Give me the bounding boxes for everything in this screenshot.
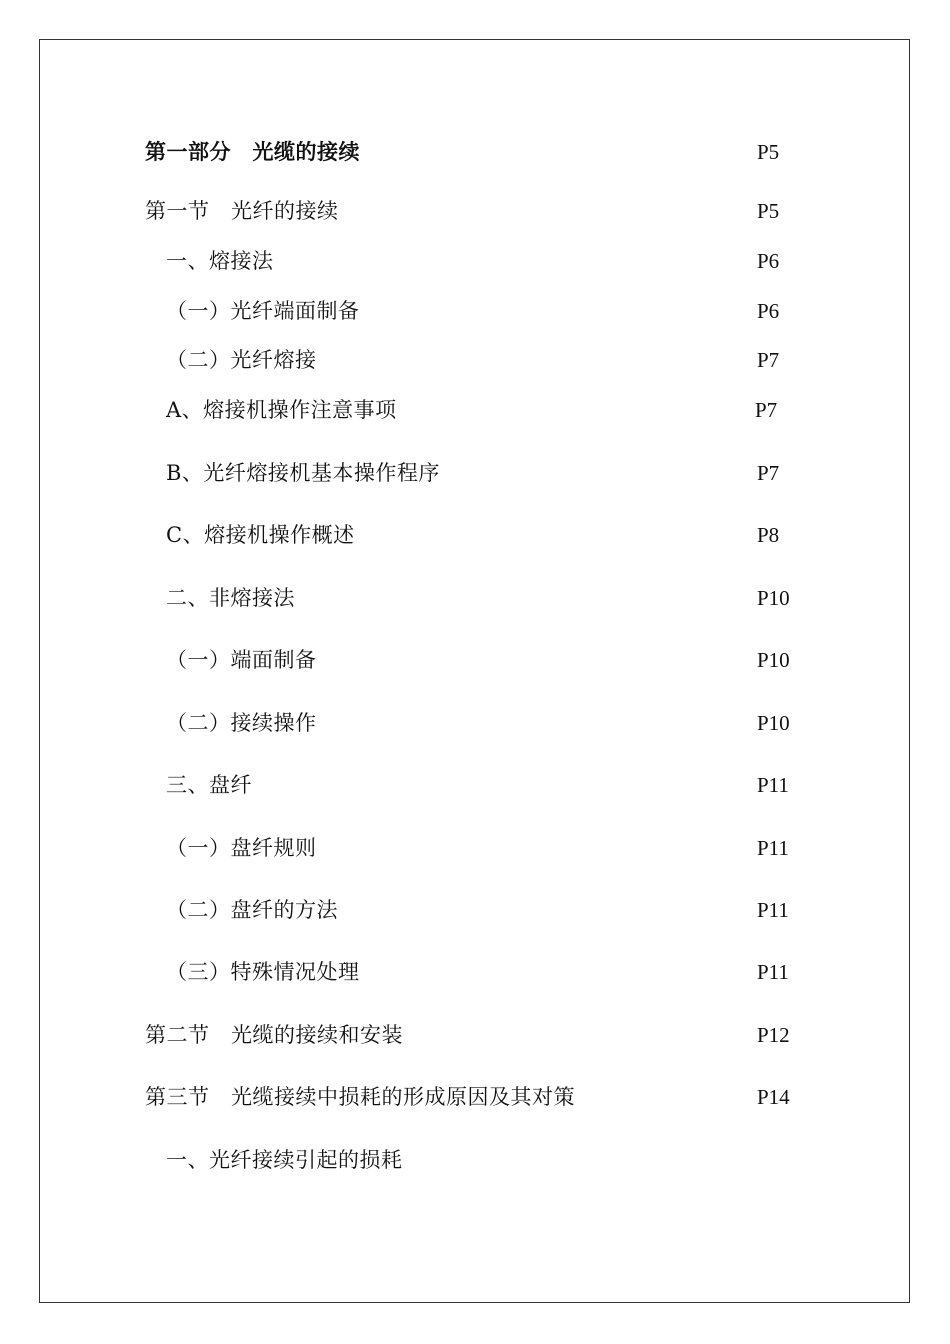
toc-entry-page: P7 [755,398,778,422]
toc-entry-page: P10 [757,711,790,735]
toc-entry-page: P7 [757,461,780,485]
toc-entry [0,196,950,226]
toc-entry-title: （三）特殊情况处理 [166,960,360,984]
toc-entry [0,296,950,326]
toc-entry-title: （二）光纤熔接 [166,348,317,372]
toc-entry [0,957,950,987]
toc-entry [0,583,950,613]
toc-entry-title: C、熔接机操作概述 [166,523,355,547]
toc-entry-title: 二、非熔接法 [166,586,295,610]
toc-entry-page: P6 [757,299,780,323]
toc-entry-title: 三、盘纤 [166,773,252,797]
toc-entry-page: P11 [757,773,789,797]
toc-entry-title: 第一节 光纤的接续 [145,199,339,223]
toc-entry-title: （一）端面制备 [166,648,317,672]
toc-entry [0,1020,950,1050]
toc-entry-title: （二）接续操作 [166,711,317,735]
toc-entry [0,833,950,863]
toc-entry [0,895,950,925]
toc-entry-page: P12 [757,1023,790,1047]
toc-entry-title: B、光纤熔接机基本操作程序 [166,461,440,485]
toc-entry-page: P14 [757,1085,790,1109]
toc-entry [0,770,950,800]
toc-entry-title: A、熔接机操作注意事项 [166,398,397,422]
toc-entry-title: 第三节 光缆接续中损耗的形成原因及其对策 [145,1085,575,1109]
toc-entry [0,520,950,550]
toc-entry [0,458,950,488]
toc-entry-page: P11 [757,836,789,860]
toc-entry-title: 一、熔接法 [166,249,274,273]
toc-entry-title: 第二节 光缆的接续和安装 [145,1023,403,1047]
toc-entry-title: （二）盘纤的方法 [166,898,338,922]
toc-entry-page: P5 [757,199,780,223]
toc-entry-title: 一、光纤接续引起的损耗 [166,1148,403,1172]
toc-entry [0,1145,950,1175]
toc-entry [0,137,950,167]
toc-entry-page: P5 [757,140,780,164]
toc-entry-page: P10 [757,586,790,610]
toc-entry [0,246,950,276]
toc-entry [0,395,950,425]
toc-entry-page: P6 [757,249,780,273]
toc-entry [0,708,950,738]
toc-entry [0,645,950,675]
toc-entry-page: P11 [757,898,789,922]
toc-entry-page: P7 [757,348,780,372]
toc-entry-page: P10 [757,648,790,672]
toc-entry [0,345,950,375]
toc-entry-title: 第一部分 光缆的接续 [145,140,360,164]
toc-entry-page: P8 [757,523,780,547]
toc-entry-title: （一）盘纤规则 [166,836,317,860]
toc-entry-page: P11 [757,960,789,984]
toc-entry-title: （一）光纤端面制备 [166,299,360,323]
toc-entry [0,1082,950,1112]
